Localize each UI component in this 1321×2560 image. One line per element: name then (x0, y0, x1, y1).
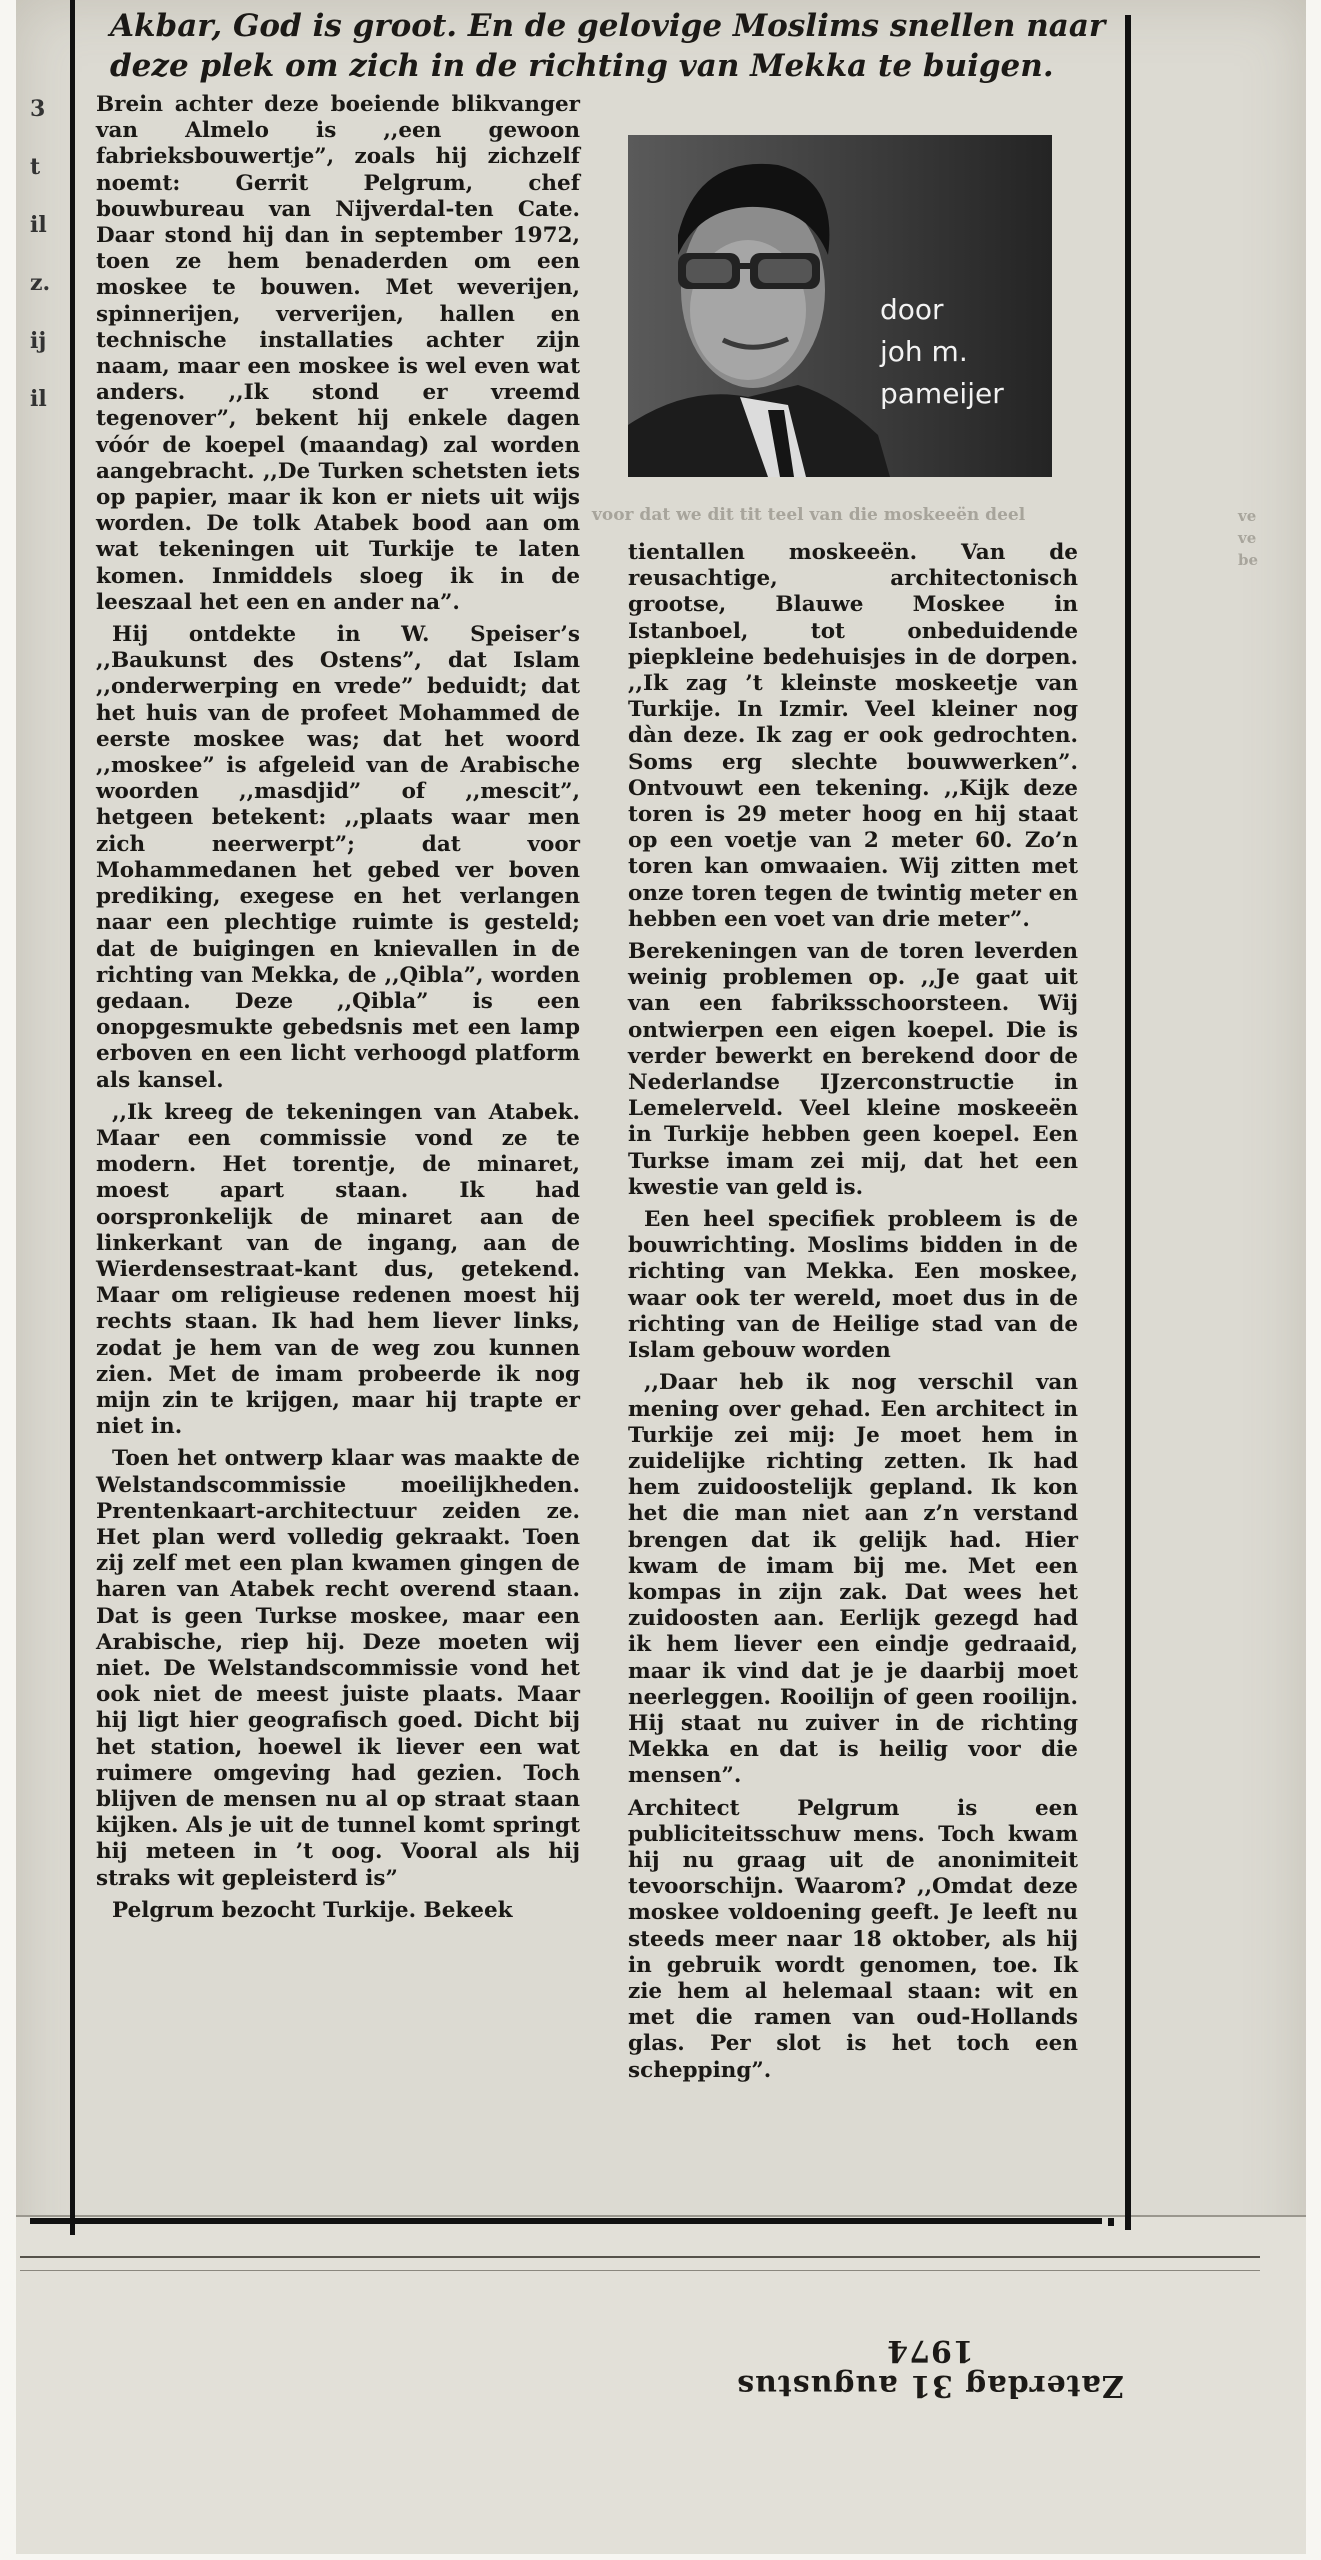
author-photo (628, 135, 1052, 477)
paragraph: ,,Daar heb ik nog verschil van mening over gehad. Een architect in Turkije zei mij: Je moet hem in zuidelijke richting zetten. Ik had hem zuidoostelijk gepland. Ik kon het die man niet aan z’n verstand brengen dat ik gelijk had. Hier kwam de imam bij me. Met een kompas in zijn zak. Dat wees het zuidoosten aan. Eerlijk gezegd had ik hem liever een eindje gedraaid, maar ik vind dat je je daarbij moet neerleggen. Rooilijn of geen rooilijn. Hij staat nu zuiver in de richting Mekka en dat is heilig voor die mensen”. (628, 1370, 1078, 1789)
fragment: ij (30, 328, 47, 354)
bottom-frame-rule (30, 2218, 1102, 2224)
article-left-column (96, 92, 580, 1930)
byline-line: door (880, 293, 944, 326)
paragraph: Toen het ontwerp klaar was maakte de Welstandscommissie moeilijkheden. Prentenkaart-architectuur zeiden ze. Het plan werd volledig gekraakt. Toen zij zelf met een plan kwamen gingen de haren van Atabek recht overend staan. Dat is geen Turkse moskee, maar een Arabische, riep hij. Deze moeten wij niet. De Welstandscommissie vond het ook niet de meest juiste plaats. Maar hij ligt hier geografisch goed. Dicht bij het station, hoewel ik liever een wat ruimere omgeving had gezien. Toch blijven de mensen nu al op straat staan kijken. Als je uit de tunnel komt springt hij meteen in ’t oog. Vooral als hij straks wit gepleisterd is” (96, 1446, 580, 1891)
paragraph: Berekeningen van de toren leverden weinig problemen op. ,,Je gaat uit van een fabriksschoorsteen. Wij ontwierpen een eigen koepel. Die is verder bewerkt en berekend door de Nederlandse IJzerconstructie in Lemelerveld. Veel kleine moskeeën in Turkije hebben geen koepel. Een Turkse imam zei mij, dat het een kwestie van geld is. (628, 939, 1078, 1200)
faded-show-through-text: voor dat we dit tit teel van die moskeeën deel (592, 505, 1026, 525)
fragment: il (30, 386, 47, 412)
upside-down-dateline: Zaterdag 31 augustus 1974 (736, 2333, 1124, 2403)
fold-shadow-line (20, 2270, 1260, 2271)
fragment: z. (30, 270, 51, 296)
right-frame-rule (1125, 15, 1131, 2230)
photo-byline (880, 289, 1050, 415)
article-right-column (628, 540, 1078, 2090)
right-mid-rule (1108, 2218, 1114, 2226)
paragraph: Hij ontdekte in W. Speiser’s ,,Baukunst des Ostens”, dat Islam ,,onderwerping en vrede” beduidt; dat het huis van de profeet Mohammed de eerste moskee was; dat het woord ,,moskee” is afgeleid van de Arabische woorden ,,masdjid” of ,,mescit”, hetgeen betekent: ,,plaats waar men zich neerwerpt”; dat voor Mohammedanen het gebed ver boven prediking, exegese en het verlangen naar een plechtige ruimte is gesteld; dat de buigingen en knievallen in de richting van Mekka, de ,,Qibla”, worden gedaan. Deze ,,Qibla” is een onopgesmukte gebedsnis met een lamp erboven en een licht verhoogd platform als kansel. (96, 622, 580, 1093)
left-column-rule (70, 0, 75, 2235)
fragment: il (30, 212, 47, 238)
right-edge-fragments (1238, 505, 1298, 571)
paragraph: ,,Ik kreeg de tekeningen van Atabek. Maar een commissie vond ze te modern. Het torentje, de minaret, moest apart staan. Ik had oorspronkelijk de minaret aan de linkerkant van de ingang, aan de Wierdensestraat-kant dus, getekend. Maar om religieuse redenen moest hij rechts staan. Ik had hem liever links, zodat je hem van de weg zou kunnen zien. Met de imam probeerde ik nog mijn zin te krijgen, maar hij trapte er niet in. (96, 1099, 580, 1440)
fold-line (20, 2256, 1260, 2258)
paragraph: Een heel specifiek probleem is de bouwrichting. Moslims bidden in de richting van Mekka. Een moskee, waar ook ter wereld, moet dus in de richting van de Heilige stad van de Islam gebouw worden (628, 1207, 1078, 1364)
paragraph: Pelgrum bezocht Turkije. Bekeek (112, 1897, 513, 1923)
paragraph: Architect Pelgrum is een publiciteitsschuw mens. Toch kwam hij nu graag uit de anonimiteit tevoorschijn. Waarom? ,,Omdat deze moskee voldoening geeft. Je leeft nu steeds meer naar 18 oktober, als hij in gebruik wordt genomen, toe. Ik zie hem al helemaal staan: wit en met die ramen van oud-Hollands glas. Per slot is het toch een schepping”. (628, 1795, 1078, 2083)
fragment: 3 (30, 96, 46, 122)
fragment: ve (1238, 529, 1257, 547)
fragment: be (1238, 551, 1259, 569)
byline-line: pameijer (880, 377, 1004, 410)
article-headline: Akbar, God is groot. En de gelovige Moslims snellen naar deze plek om zich in de richting van Mekka te buigen. (110, 8, 1106, 84)
byline-line: joh m. (880, 335, 968, 368)
fragment: t (30, 154, 41, 180)
fragment: ve (1238, 507, 1257, 525)
paragraph: Brein achter deze boeiende blikvanger van Almelo is ,,een gewoon fabrieksbouwertje”, zoals hij zichzelf noemt: Gerrit Pelgrum, chef bouwbureau van Nijverdal-ten Cate. Daar stond hij dan in september 1972, toen ze hem benaderden om een moskee te bouwen. Met weverijen, spinnerijen, ververijen, hallen en technische installaties achter zijn naam, maar een moskee is wel even wat anders. ,,Ik stond er vreemd tegenover”, bekent hij enkele dagen vóór de koepel (maandag) zal worden aangebracht. ,,De Turken schetsten iets op papier, maar ik kon er niets uit wijs worden. De tolk Atabek bood aan om wat tekeningen uit Turkije te laten komen. Inmiddels sloeg ik in de leeszaal het een en ander na”. (96, 92, 580, 615)
paragraph: tientallen moskeeën. Van de reusachtige, architectonisch grootse, Blauwe Moskee in Istanboel, tot onbeduidende piepkleine bedehuisjes in de dorpen. ,,Ik zag ’t kleinste moskeetje van Turkije. In Izmir. Veel kleiner nog dàn deze. Ik zag er ook gedrochten. Soms erg slechte bouwwerken”. Ontvouwt een tekening. ,,Kijk deze toren is 29 meter hoog en hij staat op een voetje van 2 meter 60. Zo’n toren kan omwaaien. Wij zitten met onze toren tegen de twintig meter en hebben een voet van drie meter”. (628, 540, 1078, 932)
left-edge-fragments (30, 80, 54, 428)
